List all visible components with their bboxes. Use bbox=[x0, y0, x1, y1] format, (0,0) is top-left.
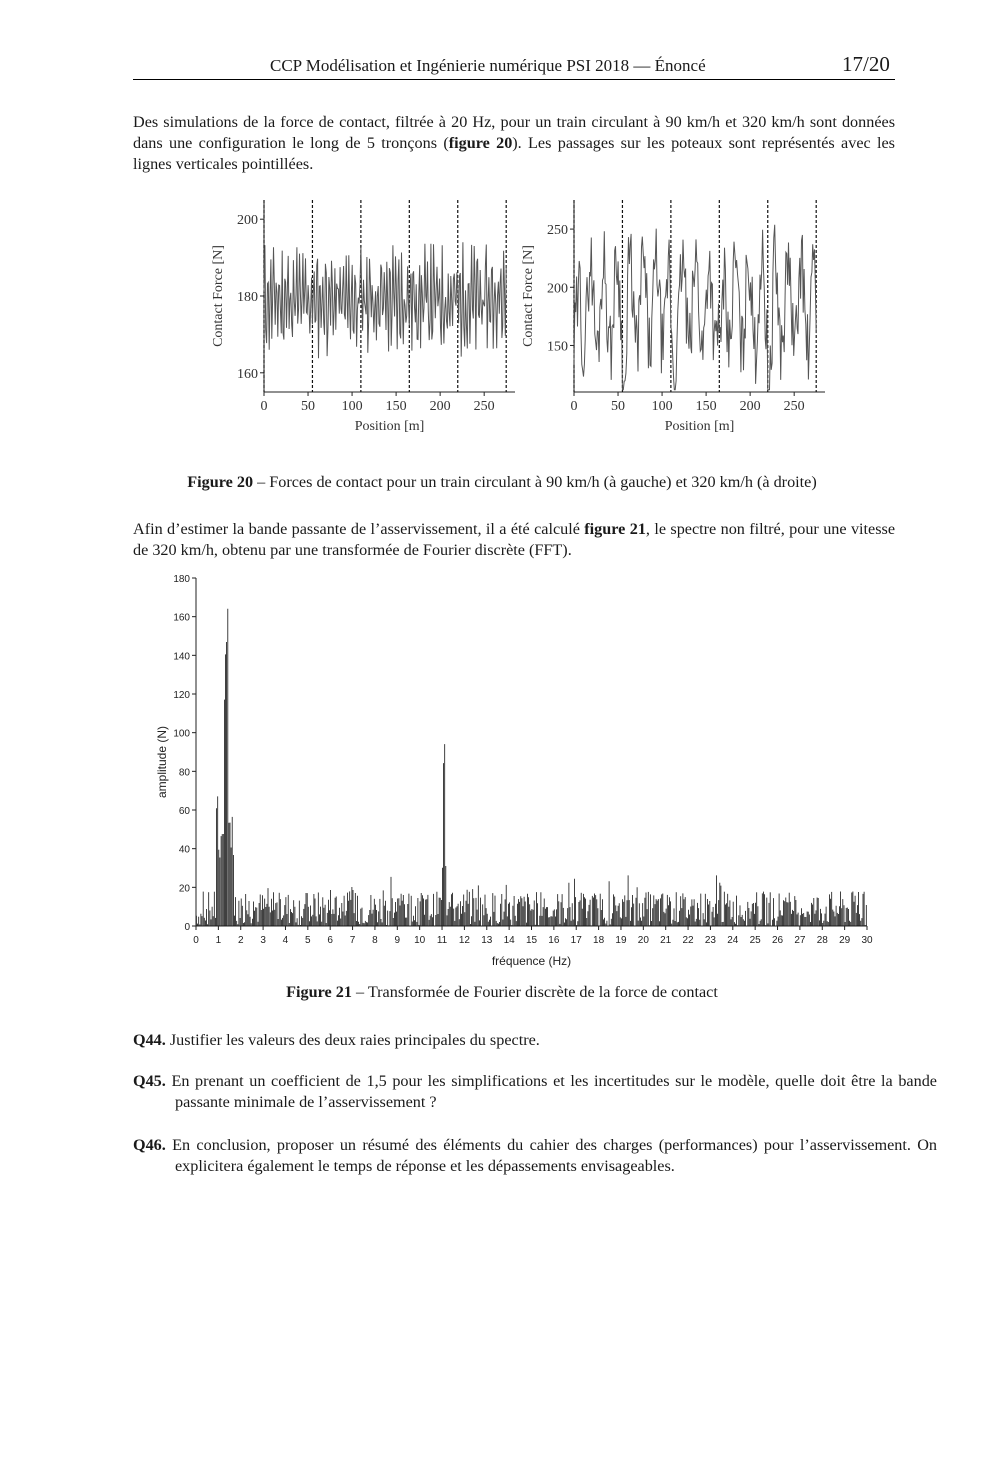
question-number: Q45. bbox=[133, 1072, 166, 1090]
x-tick-label: 8 bbox=[372, 935, 378, 946]
x-tick-label: 21 bbox=[660, 935, 672, 946]
question-number: Q46. bbox=[133, 1136, 166, 1154]
x-tick-label: 14 bbox=[503, 935, 515, 946]
figure-20-ref: figure 20 bbox=[448, 134, 513, 152]
y-tick-label: 180 bbox=[173, 574, 190, 585]
y-tick-label: 200 bbox=[237, 213, 258, 229]
x-tick-label: 250 bbox=[783, 399, 805, 414]
x-tick-label: 19 bbox=[615, 935, 627, 946]
y-tick-label: 150 bbox=[547, 339, 568, 355]
x-axis-label: Position [m] bbox=[664, 419, 735, 434]
y-tick-label: 160 bbox=[173, 612, 190, 624]
x-tick-label: 0 bbox=[260, 399, 268, 414]
x-tick-label: 18 bbox=[593, 935, 605, 946]
x-tick-label: 10 bbox=[414, 935, 426, 946]
x-axis-label: fréquence (Hz) bbox=[491, 954, 572, 968]
header-title: CCP Modélisation et Ingénierie numérique PSI 2018 — Énoncé bbox=[270, 56, 706, 75]
x-tick-label: 15 bbox=[525, 935, 538, 946]
y-axis-label: amplitude (N) bbox=[155, 725, 169, 799]
figure-20-label: Figure 20 bbox=[187, 473, 254, 491]
x-tick-label: 23 bbox=[704, 935, 716, 946]
x-tick-label: 7 bbox=[349, 935, 356, 946]
x-tick-label: 150 bbox=[695, 399, 717, 414]
y-tick-label: 250 bbox=[547, 223, 568, 239]
x-tick-label: 50 bbox=[301, 399, 316, 414]
y-tick-label: 180 bbox=[237, 290, 258, 305]
y-tick-label: 160 bbox=[237, 366, 258, 382]
figure-21-caption-text: – Transformée de Fourier discrète de la force de contact bbox=[351, 983, 718, 1001]
x-axis-label: Position [m] bbox=[354, 419, 425, 434]
x-tick-label: 1 bbox=[215, 935, 222, 946]
x-tick-label: 22 bbox=[682, 935, 694, 946]
figure-20-caption bbox=[0, 473, 1004, 492]
question-q45 bbox=[133, 1071, 937, 1113]
y-tick-label: 80 bbox=[178, 767, 190, 779]
question-text: Justifier les valeurs des deux raies principales du spectre. bbox=[165, 1031, 540, 1049]
x-tick-label: 17 bbox=[570, 935, 582, 946]
force-series-line bbox=[574, 225, 816, 390]
question-number: Q44. bbox=[133, 1031, 166, 1049]
y-tick-label: 120 bbox=[173, 690, 190, 701]
intro-text-a: Des simulations de la force de contact, filtrée à 20 Hz, pour un train circulant à 90 km/h et 320 km/h sont données dans une configuration le long de 5 tronçons ( bbox=[133, 113, 895, 152]
x-tick-label: 2 bbox=[237, 935, 244, 946]
x-tick-label: 100 bbox=[651, 399, 673, 414]
question-q44 bbox=[133, 1030, 895, 1051]
question-text: En conclusion, proposer un résumé des éléments du cahier des charges (performances) pour l’asservissement. On explicitera également le temps de réponse et les dépassements envisageables. bbox=[165, 1136, 937, 1175]
x-tick-label: 16 bbox=[548, 935, 560, 946]
x-tick-label: 4 bbox=[282, 935, 289, 946]
question-q46 bbox=[133, 1135, 937, 1177]
figure-21-caption bbox=[0, 983, 1004, 1002]
page-number: 17/20 bbox=[842, 52, 890, 76]
fft-paragraph bbox=[133, 519, 895, 561]
intro-text-b: ). Les passages sur les poteaux sont représentés avec les lignes verticales pointillées. bbox=[133, 134, 895, 173]
x-tick-label: 24 bbox=[727, 935, 739, 946]
fft-text-b: , le spectre non filtré, pour une vitesse de 320 km/h, obtenu par une transformée de Fourier discrète (FFT). bbox=[133, 520, 895, 559]
y-tick-label: 0 bbox=[184, 922, 190, 933]
x-tick-label: 200 bbox=[739, 399, 761, 414]
intro-paragraph bbox=[133, 112, 895, 175]
y-tick-label: 200 bbox=[547, 281, 568, 297]
x-tick-label: 0 bbox=[193, 935, 199, 946]
force-series-line bbox=[264, 242, 506, 358]
x-tick-label: 150 bbox=[385, 399, 407, 414]
question-text: En prenant un coefficient de 1,5 pour les simplifications et les incertitudes sur le modèle, quelle doit être la bande passante minimale de l’asservissement ? bbox=[165, 1072, 937, 1111]
x-tick-label: 20 bbox=[637, 935, 649, 946]
figure-21-label: Figure 21 bbox=[286, 983, 352, 1001]
x-tick-label: 26 bbox=[771, 935, 784, 946]
x-tick-label: 27 bbox=[794, 935, 806, 946]
x-tick-label: 0 bbox=[570, 399, 578, 414]
y-tick-label: 60 bbox=[178, 806, 190, 817]
figure-20-left-chart bbox=[200, 192, 525, 442]
x-tick-label: 3 bbox=[260, 935, 266, 946]
y-tick-label: 20 bbox=[178, 883, 190, 895]
x-tick-label: 13 bbox=[481, 935, 493, 946]
x-tick-label: 5 bbox=[305, 935, 311, 946]
x-tick-label: 11 bbox=[436, 935, 448, 946]
x-tick-label: 12 bbox=[458, 935, 470, 946]
y-axis-label: Contact Force [N] bbox=[521, 245, 536, 347]
y-axis-label: Contact Force [N] bbox=[211, 245, 226, 347]
fft-text-a: Afin d’estimer la bande passante de l’asservissement, il a été calculé bbox=[133, 520, 585, 538]
y-tick-label: 40 bbox=[178, 844, 190, 856]
x-tick-label: 25 bbox=[749, 935, 761, 946]
x-tick-label: 28 bbox=[816, 935, 828, 946]
x-tick-label: 6 bbox=[327, 935, 333, 946]
figure-20-caption-text: – Forces de contact pour un train circulant à 90 km/h (à gauche) et 320 km/h (à droite) bbox=[253, 473, 817, 491]
y-tick-label: 100 bbox=[173, 728, 190, 740]
x-tick-label: 250 bbox=[473, 399, 495, 414]
header-rule bbox=[133, 79, 895, 80]
x-tick-label: 29 bbox=[839, 935, 851, 946]
y-tick-label: 140 bbox=[173, 651, 190, 663]
figure-21-fft-chart bbox=[150, 570, 890, 970]
figure-21-ref: figure 21 bbox=[584, 520, 646, 538]
x-tick-label: 200 bbox=[429, 399, 451, 414]
x-tick-label: 9 bbox=[394, 935, 401, 946]
x-tick-label: 50 bbox=[611, 399, 626, 414]
x-tick-label: 30 bbox=[861, 935, 873, 946]
x-tick-label: 100 bbox=[341, 399, 363, 414]
figure-20-right-chart bbox=[510, 192, 835, 442]
